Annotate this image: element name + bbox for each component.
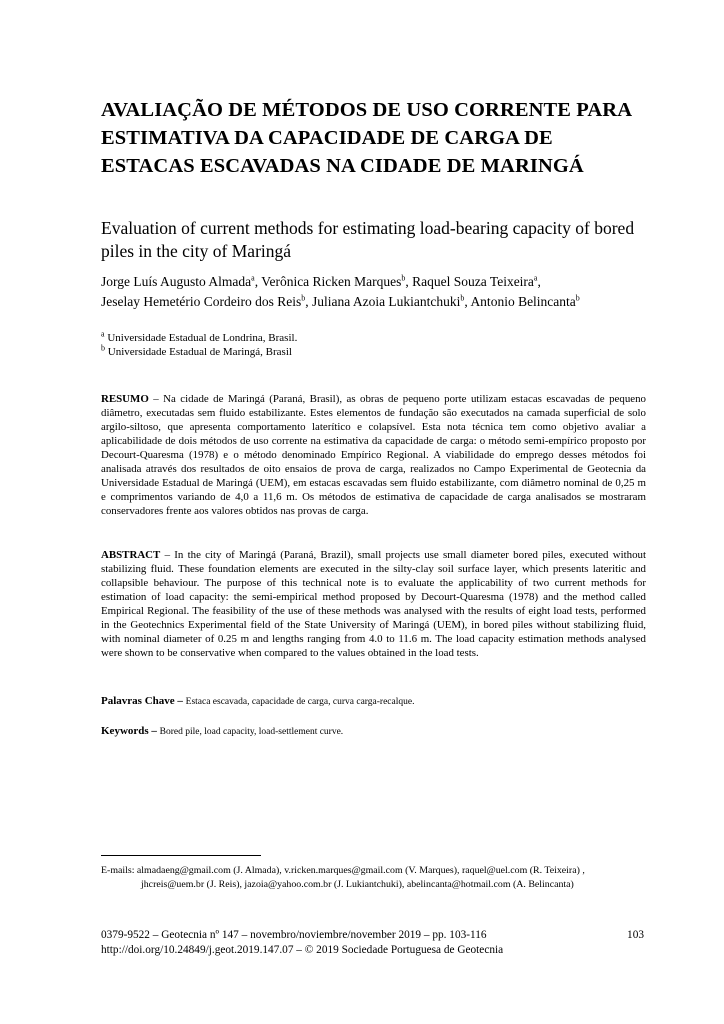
author-name: Antonio Belincanta <box>470 294 576 309</box>
author <box>312 294 470 309</box>
paper-title: AVALIAÇÃO DE MÉTODOS DE USO CORRENTE PARA ESTIMATIVA DA CAPACIDADE DE CARGA DE ESTACAS ESCAVADAS NA CIDADE DE MARINGÁ <box>101 99 631 177</box>
page-number: 103 <box>627 929 644 941</box>
affiliation-text: Universidade Estadual de Londrina, Brasil. <box>107 332 298 344</box>
author-separator: , <box>464 294 471 309</box>
author-affiliation-mark: a <box>251 273 255 283</box>
paper-subtitle: Evaluation of current methods for estimating load-bearing capacity of bored piles in the city of Maringá <box>101 218 635 261</box>
abstract-text: – In the city of Maringá (Paraná, Brazil), small projects use small diameter bored piles, executed without stabilizing fluid. These foundation elements are executed in the silty-clay soil surface layer, which presents lateritic and collapsible behaviour. The purpose of this technical note is to evaluate the applicability of two current methods for estimation of load capacity: the semi-empirical method proposed by Decourt-Quaresma (1978) and the method called Empirical Regional. The feasibility of the use of these methods was analysed with the results of eight load tests, performed in the Geotechnics Experimental field of the State University of Maringá (UEM), in bored piles without stabilizing fluid, with nominal diameter of 0.25 m and lengths ranging from 4.0 to 11.6 m. The load capacity estimation methods analysed were shown to be conservative when compared to the values obtained in the load tests. <box>101 549 646 660</box>
affiliation-item <box>101 345 601 359</box>
palavras-chave-label: Palavras Chave – <box>101 695 183 707</box>
author-separator: , <box>254 274 262 289</box>
email-line: E-mails: almadaeng@gmail.com (J. Almada), v.ricken.marques@gmail.com (V. Marques), raquel@uel.com (R. Teixeira) , <box>101 865 585 876</box>
email-footnote <box>101 864 646 892</box>
keywords <box>101 724 646 739</box>
footnote-divider <box>101 855 261 856</box>
email-line: jhcreis@uem.br (J. Reis), jazoia@yahoo.com.br (J. Lukiantchuki), abelincanta@hotmail.com (A. Belincanta) <box>141 879 574 890</box>
affiliation-mark: b <box>101 343 105 353</box>
affiliation-text: Universidade Estadual de Maringá, Brasil <box>107 346 292 358</box>
palavras-chave-text: Estaca escavada, capacidade de carga, curva carga-recalque. <box>185 697 415 707</box>
author-name: Jorge Luís Augusto Almada <box>101 274 252 289</box>
abstract-paragraph <box>101 548 646 660</box>
author-separator: , <box>537 274 541 289</box>
doi-line: http://doi.org/10.24849/j.geot.2019.147.07 – © 2019 Sociedade Portuguesa de Geotecnia <box>101 944 504 956</box>
author-list <box>101 272 661 312</box>
journal-citation: 0379-9522 – Geotecnia nº 147 – novembro/noviembre/november 2019 – pp. 103-116 <box>101 929 487 941</box>
author-name: Raquel Souza Teixeira <box>412 274 534 289</box>
resumo-label: RESUMO <box>101 393 149 405</box>
resumo-paragraph <box>101 392 646 518</box>
author <box>470 294 579 309</box>
author-name: Jeselay Hemetério Cordeiro dos Reis <box>101 294 302 309</box>
journal-footer <box>101 928 646 958</box>
author-affiliation-mark: b <box>401 273 406 283</box>
author <box>101 274 261 289</box>
abstract-label: ABSTRACT <box>101 549 161 561</box>
author-affiliation-mark: b <box>460 293 465 303</box>
keywords-label: Keywords – <box>101 725 157 737</box>
affiliation-item <box>101 331 601 345</box>
author-separator: , <box>405 274 413 289</box>
author <box>261 274 412 289</box>
author <box>101 294 312 309</box>
palavras-chave <box>101 694 646 709</box>
author-affiliation-mark: b <box>301 293 306 303</box>
author-separator: , <box>305 294 312 309</box>
resumo-text: – Na cidade de Maringá (Paraná, Brasil), as obras de pequeno porte utilizam estacas escavadas de pequeno diâmetro, executadas sem fluido estabilizante. Estes elementos de fundação são executados na camada superficial de solo argilo-siltoso, que apresenta comportamento laterítico e colapsível. Esta nota técnica tem como objetivo avaliar a aplicabilidade de dois métodos de uso corrente na estimativa da capacidade de carga: o método semi-empírico proposto por Decourt-Quaresma (1978) e o método denominado Empírico Regional. A viabilidade do emprego desses métodos foi analisada através dos resultados de oito ensaios de prova de carga, realizados no Campo Experimental de Geotecnia da Universidade Estadual de Maringá (UEM), em estacas escavadas sem fluido estabilizante, com diâmetro nominal de 0,25 m e comprimentos variando de 4,0 a 11,6 m. Os métodos de estimativa de capacidade de carga analisados se mostraram conservadores frente aos valores obtidos nas provas de carga. <box>101 393 646 518</box>
author-affiliation-mark: b <box>575 293 580 303</box>
author <box>412 274 541 289</box>
affiliation-mark: a <box>101 329 105 339</box>
author-name: Verônica Ricken Marques <box>261 274 402 289</box>
keywords-text: Bored pile, load capacity, load-settlement curve. <box>159 727 344 737</box>
affiliations <box>101 331 601 359</box>
author-name: Juliana Azoia Lukiantchuki <box>311 294 461 309</box>
author-affiliation-mark: a <box>533 273 538 283</box>
